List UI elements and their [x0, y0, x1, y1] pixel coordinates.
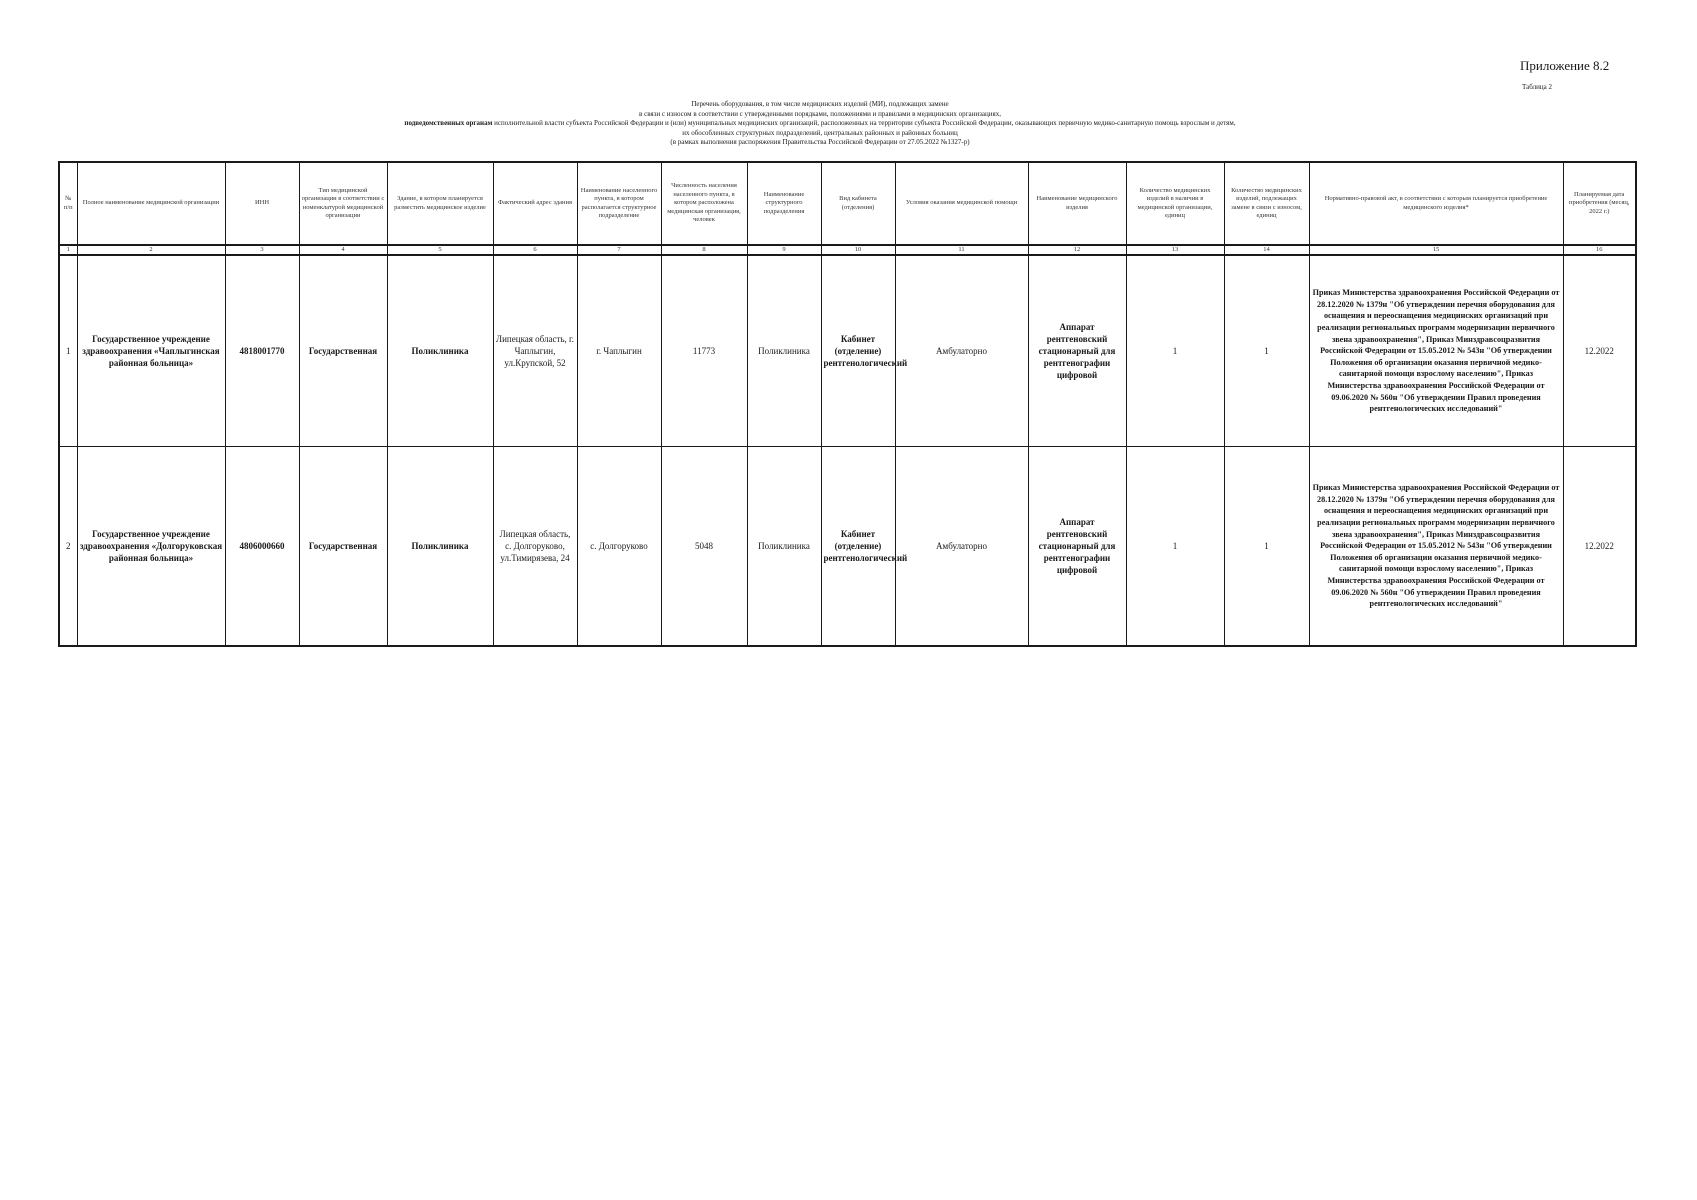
column-number: 3: [225, 245, 299, 255]
cell-legal-act: Приказ Министерства здравоохранения Российской Федерации от 28.12.2020 № 1379н "Об утверждении перечня оборудования для оснащения и переоснащения медицинских организаций при реализации региональных программ модернизации первичного звена здравоохранения", Приказ Минздравсоцразвития Российской Федерации от 15.05.2012 № 543н "Об утверждении Положения об организации оказания первичной медико-санитарной помощи взрослому населению", Приказ Министерства здравоохранения Российской Федерации от 09.06.2020 № 560н "Об утверждении Правил проведения рентгенологических исследований": [1309, 255, 1563, 447]
cell-building: Поликлиника: [387, 447, 493, 647]
cell-organization: Государственное учреждение здравоохранения «Чаплыгинская районная больница»: [77, 255, 225, 447]
cell-date: 12.2022: [1563, 447, 1636, 647]
cell-number: 2: [59, 447, 77, 647]
cell-inn: 4818001770: [225, 255, 299, 447]
heading-line-3-rest: исполнительной власти субъекта Российской Федерации и (или) муниципальных медицинских организаций, расположенных на территории субъекта Российской Федерации, оказывающих первичную медико-санитарную помощь взрослым и детям,: [492, 119, 1236, 128]
column-number: 12: [1028, 245, 1126, 255]
cell-qty-replace: 1: [1224, 447, 1309, 647]
column-header: Тип медицинской организации в соответствии с номенклатурой медицинской организации: [299, 162, 387, 245]
cell-number: 1: [59, 255, 77, 447]
column-number: 14: [1224, 245, 1309, 255]
cell-org-type: Государственная: [299, 255, 387, 447]
appendix-label: Приложение 8.2: [1520, 58, 1610, 73]
cell-address: Липецкая область, г. Чаплыгин, ул.Крупской, 52: [493, 255, 577, 447]
cell-date: 12.2022: [1563, 255, 1636, 447]
column-number: 2: [77, 245, 225, 255]
cell-device: Аппарат рентгеновский стационарный для рентгенографии цифровой: [1028, 255, 1126, 447]
column-header: Наименование медицинского изделия: [1028, 162, 1126, 245]
column-number: 13: [1126, 245, 1224, 255]
cell-device: Аппарат рентгеновский стационарный для рентгенографии цифровой: [1028, 447, 1126, 647]
column-header: Фактический адрес здания: [493, 162, 577, 245]
table-row: [59, 447, 1636, 647]
column-number: 9: [747, 245, 821, 255]
column-header: Наименование населенного пункта, в котором располагается структурное подразделение: [577, 162, 661, 245]
column-header: Здание, в котором планируется разместить медицинское изделие: [387, 162, 493, 245]
column-header: ИНН: [225, 162, 299, 245]
column-number: 4: [299, 245, 387, 255]
column-header: Полное наименование медицинской организации: [77, 162, 225, 245]
document-heading: [290, 100, 1350, 148]
column-number: 7: [577, 245, 661, 255]
cell-inn: 4806000660: [225, 447, 299, 647]
column-number: 5: [387, 245, 493, 255]
column-number-row: [59, 245, 1636, 255]
heading-line-2: в связи с износом в соответствии с утвержденными порядками, положениями и правилами в медицинских организациях,: [639, 109, 1001, 118]
column-header: Нормативно-правовой акт, в соответствии с которым планируется приобретение медицинского изделия*: [1309, 162, 1563, 245]
cell-population: 5048: [661, 447, 747, 647]
cell-settlement: с. Долгоруково: [577, 447, 661, 647]
cell-legal-act: Приказ Министерства здравоохранения Российской Федерации от 28.12.2020 № 1379н "Об утверждении перечня оборудования для оснащения и переоснащения медицинских организаций при реализации региональных программ модернизации первичного звена здравоохранения", Приказ Минздравсоцразвития Российской Федерации от 15.05.2012 № 543н "Об утверждении Положения об организации оказания первичной медико-санитарной помощи взрослому населению", Приказ Министерства здравоохранения Российской Федерации от 09.06.2020 № 560н "Об утверждении Правил проведения рентгенологических исследований": [1309, 447, 1563, 647]
column-number: 8: [661, 245, 747, 255]
column-number: 15: [1309, 245, 1563, 255]
cell-conditions: Амбулаторно: [895, 255, 1028, 447]
column-header: Наименование структурного подразделения: [747, 162, 821, 245]
cell-qty-replace: 1: [1224, 255, 1309, 447]
table-number: Таблица 2: [1522, 83, 1552, 91]
cell-address: Липецкая область, с. Долгоруково, ул.Тимирязева, 24: [493, 447, 577, 647]
column-header: Планируемая дата приобретения (месяц, 2022 г.): [1563, 162, 1636, 245]
table-row: [59, 255, 1636, 447]
column-header: Вид кабинета (отделения): [821, 162, 895, 245]
table-header-row: [59, 162, 1636, 245]
cell-building: Поликлиника: [387, 255, 493, 447]
cell-qty-have: 1: [1126, 447, 1224, 647]
column-header: № п/п: [59, 162, 77, 245]
cell-unit: Поликлиника: [747, 447, 821, 647]
cell-org-type: Государственная: [299, 447, 387, 647]
cell-unit: Поликлиника: [747, 255, 821, 447]
equipment-table: [58, 161, 1637, 647]
cell-room-type: Кабинет (отделение) рентгенологический: [821, 255, 895, 447]
cell-settlement: г. Чаплыгин: [577, 255, 661, 447]
column-number: 1: [59, 245, 77, 255]
heading-line-3: [290, 119, 1350, 129]
heading-line-3-bold: подведомственных органам: [404, 119, 493, 128]
cell-organization: Государственное учреждение здравоохранения «Долгоруковская районная больница»: [77, 447, 225, 647]
column-number: 11: [895, 245, 1028, 255]
cell-population: 11773: [661, 255, 747, 447]
column-header: Количество медицинских изделий в наличии в медицинской организации, единиц: [1126, 162, 1224, 245]
heading-line-4: их обособленных структурных подразделений, центральных районных и районных больниц: [682, 128, 958, 137]
column-header: Численность населения населенного пункта, в котором расположена медицинская организация, человек: [661, 162, 747, 245]
column-header: Условия оказания медицинской помощи: [895, 162, 1028, 245]
cell-conditions: Амбулаторно: [895, 447, 1028, 647]
heading-line-5: (в рамках выполнения распоряжения Правительства Российской Федерации от 27.05.2022 №1327-р): [670, 138, 970, 147]
column-number: 6: [493, 245, 577, 255]
column-number: 10: [821, 245, 895, 255]
column-number: 16: [1563, 245, 1636, 255]
heading-line-1: Перечень оборудования, в том числе медицинских изделий (МИ), подлежащих замене: [691, 100, 949, 108]
cell-qty-have: 1: [1126, 255, 1224, 447]
column-header: Количество медицинских изделий, подлежащих замене в связи с износом, единиц: [1224, 162, 1309, 245]
cell-room-type: Кабинет (отделение) рентгенологический: [821, 447, 895, 647]
